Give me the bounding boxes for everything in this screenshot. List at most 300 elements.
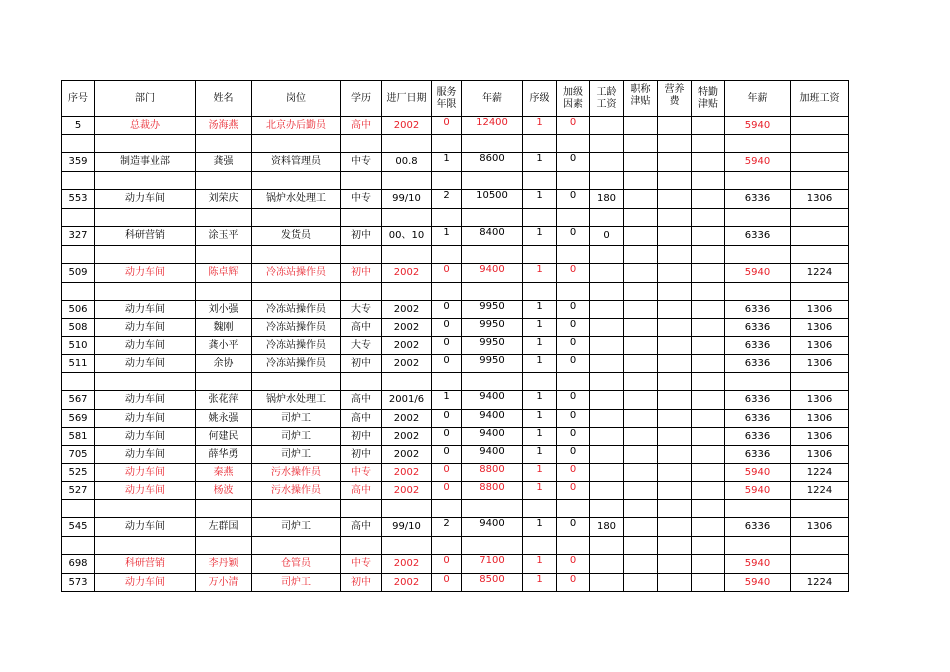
grade-cell: 1 bbox=[523, 482, 557, 500]
edu-cell: 中专 bbox=[341, 464, 382, 482]
service-years-cell: 0 bbox=[432, 319, 462, 337]
nutrition-fee-cell bbox=[658, 153, 692, 172]
header-grade: 序级 bbox=[523, 81, 557, 117]
name-cell: 汤海燕 bbox=[196, 117, 252, 135]
empty-cell bbox=[658, 537, 692, 555]
title-allowance-cell bbox=[624, 410, 658, 428]
extra-factor-cell: 0 bbox=[557, 410, 590, 428]
empty-cell bbox=[791, 283, 849, 301]
salary-cell: 8600 bbox=[462, 153, 523, 172]
name-cell: 左群国 bbox=[196, 518, 252, 537]
nutrition-fee-cell bbox=[658, 319, 692, 337]
seniority-pay-cell bbox=[590, 391, 624, 410]
empty-cell bbox=[523, 209, 557, 227]
overtime-cell: 1306 bbox=[791, 355, 849, 373]
empty-cell bbox=[725, 537, 791, 555]
extra-factor-cell: 0 bbox=[557, 227, 590, 246]
empty-cell bbox=[523, 135, 557, 153]
empty-cell bbox=[382, 537, 432, 555]
blank-row bbox=[62, 537, 849, 555]
service-years-cell: 1 bbox=[432, 227, 462, 246]
service-years-cell: 2 bbox=[432, 190, 462, 209]
entry-date-cell: 2002 bbox=[382, 355, 432, 373]
salary-cell: 9400 bbox=[462, 391, 523, 410]
annual-cell: 5940 bbox=[725, 555, 791, 574]
special-allowance-cell bbox=[692, 319, 725, 337]
empty-cell bbox=[624, 135, 658, 153]
edu-cell: 中专 bbox=[341, 190, 382, 209]
grade-cell: 1 bbox=[523, 355, 557, 373]
table-row bbox=[62, 264, 849, 283]
annual-cell: 5940 bbox=[725, 464, 791, 482]
entry-date-cell: 00、10 bbox=[382, 227, 432, 246]
post-cell: 仓管员 bbox=[252, 555, 341, 574]
post-cell: 发货员 bbox=[252, 227, 341, 246]
empty-cell bbox=[382, 135, 432, 153]
empty-cell bbox=[432, 172, 462, 190]
empty-cell bbox=[462, 373, 523, 391]
nutrition-fee-cell bbox=[658, 337, 692, 355]
annual-cell: 5940 bbox=[725, 482, 791, 500]
service-years-cell: 0 bbox=[432, 482, 462, 500]
dept-cell: 动力车间 bbox=[95, 464, 196, 482]
empty-cell bbox=[557, 135, 590, 153]
seq-cell: 569 bbox=[62, 410, 95, 428]
name-cell: 姚永强 bbox=[196, 410, 252, 428]
dept-cell: 科研营销 bbox=[95, 555, 196, 574]
service-years-cell: 0 bbox=[432, 574, 462, 592]
empty-cell bbox=[523, 283, 557, 301]
dept-cell: 动力车间 bbox=[95, 264, 196, 283]
nutrition-fee-cell bbox=[658, 410, 692, 428]
empty-cell bbox=[196, 500, 252, 518]
edu-cell: 初中 bbox=[341, 227, 382, 246]
edu-cell: 大专 bbox=[341, 301, 382, 319]
overtime-cell: 1224 bbox=[791, 264, 849, 283]
empty-cell bbox=[95, 373, 196, 391]
entry-date-cell: 2002 bbox=[382, 482, 432, 500]
table-row bbox=[62, 555, 849, 574]
empty-cell bbox=[725, 246, 791, 264]
empty-cell bbox=[658, 283, 692, 301]
empty-cell bbox=[62, 246, 95, 264]
empty-cell bbox=[692, 283, 725, 301]
dept-cell: 动力车间 bbox=[95, 446, 196, 464]
special-allowance-cell bbox=[692, 446, 725, 464]
empty-cell bbox=[658, 500, 692, 518]
empty-cell bbox=[692, 135, 725, 153]
seniority-pay-cell bbox=[590, 446, 624, 464]
grade-cell: 1 bbox=[523, 117, 557, 135]
overtime-cell bbox=[791, 117, 849, 135]
grade-cell: 1 bbox=[523, 337, 557, 355]
extra-factor-cell: 0 bbox=[557, 355, 590, 373]
special-allowance-cell bbox=[692, 410, 725, 428]
special-allowance-cell bbox=[692, 518, 725, 537]
service-years-cell: 0 bbox=[432, 446, 462, 464]
empty-cell bbox=[252, 172, 341, 190]
dept-cell: 动力车间 bbox=[95, 301, 196, 319]
special-allowance-cell bbox=[692, 391, 725, 410]
dept-cell: 动力车间 bbox=[95, 190, 196, 209]
nutrition-fee-cell bbox=[658, 391, 692, 410]
post-cell: 冷冻站操作员 bbox=[252, 319, 341, 337]
title-allowance-cell bbox=[624, 355, 658, 373]
post-cell: 司炉工 bbox=[252, 518, 341, 537]
nutrition-fee-cell bbox=[658, 301, 692, 319]
grade-cell: 1 bbox=[523, 391, 557, 410]
grade-cell: 1 bbox=[523, 227, 557, 246]
title-allowance-cell bbox=[624, 574, 658, 592]
special-allowance-cell bbox=[692, 482, 725, 500]
edu-cell: 高中 bbox=[341, 319, 382, 337]
salary-cell: 10500 bbox=[462, 190, 523, 209]
empty-cell bbox=[95, 135, 196, 153]
salary-cell: 7100 bbox=[462, 555, 523, 574]
extra-factor-cell: 0 bbox=[557, 391, 590, 410]
special-allowance-cell bbox=[692, 355, 725, 373]
dept-cell: 动力车间 bbox=[95, 428, 196, 446]
name-cell: 刘荣庆 bbox=[196, 190, 252, 209]
empty-cell bbox=[341, 283, 382, 301]
title-allowance-cell bbox=[624, 153, 658, 172]
empty-cell bbox=[462, 246, 523, 264]
post-cell: 冷冻站操作员 bbox=[252, 264, 341, 283]
overtime-cell: 1306 bbox=[791, 446, 849, 464]
blank-row bbox=[62, 246, 849, 264]
annual-cell: 6336 bbox=[725, 227, 791, 246]
seq-cell: 506 bbox=[62, 301, 95, 319]
post-cell: 司炉工 bbox=[252, 574, 341, 592]
edu-cell: 高中 bbox=[341, 482, 382, 500]
dept-cell: 动力车间 bbox=[95, 337, 196, 355]
seniority-pay-cell: 180 bbox=[590, 190, 624, 209]
seq-cell: 573 bbox=[62, 574, 95, 592]
nutrition-fee-cell bbox=[658, 482, 692, 500]
salary-cell: 9950 bbox=[462, 337, 523, 355]
empty-cell bbox=[95, 246, 196, 264]
empty-cell bbox=[95, 283, 196, 301]
overtime-cell: 1306 bbox=[791, 190, 849, 209]
empty-cell bbox=[462, 537, 523, 555]
overtime-cell: 1224 bbox=[791, 482, 849, 500]
seniority-pay-cell: 180 bbox=[590, 518, 624, 537]
empty-cell bbox=[590, 172, 624, 190]
empty-cell bbox=[62, 373, 95, 391]
extra-factor-cell: 0 bbox=[557, 319, 590, 337]
annual-cell: 6336 bbox=[725, 391, 791, 410]
special-allowance-cell bbox=[692, 301, 725, 319]
special-allowance-cell bbox=[692, 264, 725, 283]
name-cell: 陈卓辉 bbox=[196, 264, 252, 283]
empty-cell bbox=[624, 209, 658, 227]
empty-cell bbox=[252, 246, 341, 264]
salary-cell: 9950 bbox=[462, 319, 523, 337]
table-row bbox=[62, 319, 849, 337]
empty-cell bbox=[791, 135, 849, 153]
service-years-cell: 0 bbox=[432, 301, 462, 319]
edu-cell: 中专 bbox=[341, 555, 382, 574]
entry-date-cell: 99/10 bbox=[382, 518, 432, 537]
seq-cell: 509 bbox=[62, 264, 95, 283]
empty-cell bbox=[341, 246, 382, 264]
title-allowance-cell bbox=[624, 117, 658, 135]
seq-cell: 327 bbox=[62, 227, 95, 246]
extra-factor-cell: 0 bbox=[557, 190, 590, 209]
extra-factor-cell: 0 bbox=[557, 301, 590, 319]
salary-cell: 8800 bbox=[462, 482, 523, 500]
edu-cell: 高中 bbox=[341, 117, 382, 135]
annual-cell: 6336 bbox=[725, 355, 791, 373]
seniority-pay-cell bbox=[590, 117, 624, 135]
empty-cell bbox=[692, 172, 725, 190]
empty-cell bbox=[692, 500, 725, 518]
table-row bbox=[62, 518, 849, 537]
empty-cell bbox=[196, 209, 252, 227]
empty-cell bbox=[95, 172, 196, 190]
empty-cell bbox=[196, 283, 252, 301]
seniority-pay-cell bbox=[590, 482, 624, 500]
blank-row bbox=[62, 135, 849, 153]
title-allowance-cell bbox=[624, 555, 658, 574]
empty-cell bbox=[382, 172, 432, 190]
header-row bbox=[62, 81, 849, 117]
empty-cell bbox=[725, 135, 791, 153]
edu-cell: 初中 bbox=[341, 264, 382, 283]
annual-cell: 6336 bbox=[725, 446, 791, 464]
empty-cell bbox=[692, 246, 725, 264]
seq-cell: 508 bbox=[62, 319, 95, 337]
salary-cell: 8500 bbox=[462, 574, 523, 592]
special-allowance-cell bbox=[692, 190, 725, 209]
service-years-cell: 0 bbox=[432, 410, 462, 428]
empty-cell bbox=[196, 373, 252, 391]
title-allowance-cell bbox=[624, 337, 658, 355]
special-allowance-cell bbox=[692, 337, 725, 355]
entry-date-cell: 2002 bbox=[382, 264, 432, 283]
empty-cell bbox=[557, 283, 590, 301]
empty-cell bbox=[725, 283, 791, 301]
entry-date-cell: 2002 bbox=[382, 574, 432, 592]
post-cell: 司炉工 bbox=[252, 446, 341, 464]
blank-row bbox=[62, 283, 849, 301]
table-row bbox=[62, 153, 849, 172]
table-row bbox=[62, 464, 849, 482]
name-cell: 刘小强 bbox=[196, 301, 252, 319]
edu-cell: 高中 bbox=[341, 391, 382, 410]
nutrition-fee-cell bbox=[658, 190, 692, 209]
seq-cell: 567 bbox=[62, 391, 95, 410]
seq-cell: 705 bbox=[62, 446, 95, 464]
empty-cell bbox=[95, 537, 196, 555]
title-allowance-cell bbox=[624, 227, 658, 246]
extra-factor-cell: 0 bbox=[557, 337, 590, 355]
post-cell: 污水操作员 bbox=[252, 482, 341, 500]
entry-date-cell: 2002 bbox=[382, 555, 432, 574]
salary-cell: 9950 bbox=[462, 301, 523, 319]
empty-cell bbox=[557, 373, 590, 391]
header-service-years: 服务 年限 bbox=[432, 81, 462, 117]
header-title-allowance: 职称 津贴 bbox=[624, 81, 658, 117]
title-allowance-cell bbox=[624, 518, 658, 537]
extra-factor-cell: 0 bbox=[557, 428, 590, 446]
seniority-pay-cell bbox=[590, 428, 624, 446]
extra-factor-cell: 0 bbox=[557, 518, 590, 537]
table-row bbox=[62, 227, 849, 246]
header-name: 姓名 bbox=[196, 81, 252, 117]
empty-cell bbox=[557, 172, 590, 190]
empty-cell bbox=[95, 500, 196, 518]
salary-cell: 9400 bbox=[462, 518, 523, 537]
empty-cell bbox=[462, 500, 523, 518]
blank-row bbox=[62, 209, 849, 227]
special-allowance-cell bbox=[692, 153, 725, 172]
special-allowance-cell bbox=[692, 428, 725, 446]
seq-cell: 510 bbox=[62, 337, 95, 355]
overtime-cell: 1224 bbox=[791, 574, 849, 592]
table-row bbox=[62, 391, 849, 410]
empty-cell bbox=[62, 135, 95, 153]
entry-date-cell: 2002 bbox=[382, 446, 432, 464]
nutrition-fee-cell bbox=[658, 355, 692, 373]
table-row bbox=[62, 574, 849, 592]
empty-cell bbox=[462, 172, 523, 190]
empty-cell bbox=[791, 500, 849, 518]
empty-cell bbox=[557, 500, 590, 518]
seniority-pay-cell bbox=[590, 410, 624, 428]
service-years-cell: 2 bbox=[432, 518, 462, 537]
seq-cell: 5 bbox=[62, 117, 95, 135]
table-row bbox=[62, 190, 849, 209]
edu-cell: 初中 bbox=[341, 355, 382, 373]
empty-cell bbox=[95, 209, 196, 227]
dept-cell: 动力车间 bbox=[95, 410, 196, 428]
table-row bbox=[62, 355, 849, 373]
title-allowance-cell bbox=[624, 464, 658, 482]
name-cell: 李丹颖 bbox=[196, 555, 252, 574]
name-cell: 龚强 bbox=[196, 153, 252, 172]
salary-cell: 12400 bbox=[462, 117, 523, 135]
seq-cell: 359 bbox=[62, 153, 95, 172]
overtime-cell: 1306 bbox=[791, 410, 849, 428]
empty-cell bbox=[692, 537, 725, 555]
title-allowance-cell bbox=[624, 391, 658, 410]
entry-date-cell: 2002 bbox=[382, 410, 432, 428]
title-allowance-cell bbox=[624, 446, 658, 464]
empty-cell bbox=[432, 283, 462, 301]
service-years-cell: 0 bbox=[432, 555, 462, 574]
header-special-allowance: 特勤 津贴 bbox=[692, 81, 725, 117]
special-allowance-cell bbox=[692, 555, 725, 574]
empty-cell bbox=[462, 135, 523, 153]
empty-cell bbox=[252, 135, 341, 153]
grade-cell: 1 bbox=[523, 410, 557, 428]
empty-cell bbox=[62, 500, 95, 518]
empty-cell bbox=[791, 537, 849, 555]
post-cell: 冷冻站操作员 bbox=[252, 301, 341, 319]
empty-cell bbox=[252, 373, 341, 391]
entry-date-cell: 2002 bbox=[382, 117, 432, 135]
grade-cell: 1 bbox=[523, 264, 557, 283]
seniority-pay-cell bbox=[590, 264, 624, 283]
salary-cell: 9950 bbox=[462, 355, 523, 373]
seniority-pay-cell bbox=[590, 319, 624, 337]
seniority-pay-cell bbox=[590, 574, 624, 592]
dept-cell: 动力车间 bbox=[95, 482, 196, 500]
empty-cell bbox=[196, 246, 252, 264]
nutrition-fee-cell bbox=[658, 428, 692, 446]
entry-date-cell: 2001/6 bbox=[382, 391, 432, 410]
empty-cell bbox=[432, 500, 462, 518]
post-cell: 污水操作员 bbox=[252, 464, 341, 482]
table-row bbox=[62, 482, 849, 500]
service-years-cell: 0 bbox=[432, 264, 462, 283]
overtime-cell: 1306 bbox=[791, 319, 849, 337]
annual-cell: 5940 bbox=[725, 117, 791, 135]
empty-cell bbox=[791, 373, 849, 391]
name-cell: 张花萍 bbox=[196, 391, 252, 410]
empty-cell bbox=[658, 172, 692, 190]
overtime-cell: 1306 bbox=[791, 301, 849, 319]
empty-cell bbox=[432, 135, 462, 153]
header-edu: 学历 bbox=[341, 81, 382, 117]
empty-cell bbox=[590, 373, 624, 391]
edu-cell: 中专 bbox=[341, 153, 382, 172]
empty-cell bbox=[557, 246, 590, 264]
overtime-cell: 1306 bbox=[791, 518, 849, 537]
entry-date-cell: 2002 bbox=[382, 428, 432, 446]
post-cell: 资料管理员 bbox=[252, 153, 341, 172]
name-cell: 何建民 bbox=[196, 428, 252, 446]
grade-cell: 1 bbox=[523, 446, 557, 464]
empty-cell bbox=[196, 537, 252, 555]
post-cell: 冷冻站操作员 bbox=[252, 337, 341, 355]
blank-row bbox=[62, 500, 849, 518]
edu-cell: 初中 bbox=[341, 428, 382, 446]
salary-cell: 9400 bbox=[462, 264, 523, 283]
empty-cell bbox=[341, 135, 382, 153]
empty-cell bbox=[557, 537, 590, 555]
empty-cell bbox=[590, 500, 624, 518]
nutrition-fee-cell bbox=[658, 464, 692, 482]
empty-cell bbox=[432, 373, 462, 391]
seq-cell: 527 bbox=[62, 482, 95, 500]
title-allowance-cell bbox=[624, 482, 658, 500]
empty-cell bbox=[252, 500, 341, 518]
seniority-pay-cell bbox=[590, 153, 624, 172]
overtime-cell: 1306 bbox=[791, 337, 849, 355]
header-nutrition-fee: 营养 费 bbox=[658, 81, 692, 117]
grade-cell: 1 bbox=[523, 428, 557, 446]
empty-cell bbox=[382, 283, 432, 301]
seniority-pay-cell bbox=[590, 337, 624, 355]
extra-factor-cell: 0 bbox=[557, 264, 590, 283]
salary-cell: 8400 bbox=[462, 227, 523, 246]
overtime-cell: 1306 bbox=[791, 428, 849, 446]
empty-cell bbox=[590, 209, 624, 227]
empty-cell bbox=[341, 373, 382, 391]
seniority-pay-cell bbox=[590, 555, 624, 574]
empty-cell bbox=[692, 373, 725, 391]
empty-cell bbox=[523, 246, 557, 264]
grade-cell: 1 bbox=[523, 153, 557, 172]
empty-cell bbox=[791, 172, 849, 190]
extra-factor-cell: 0 bbox=[557, 446, 590, 464]
service-years-cell: 0 bbox=[432, 428, 462, 446]
annual-cell: 6336 bbox=[725, 337, 791, 355]
empty-cell bbox=[341, 172, 382, 190]
empty-cell bbox=[382, 209, 432, 227]
